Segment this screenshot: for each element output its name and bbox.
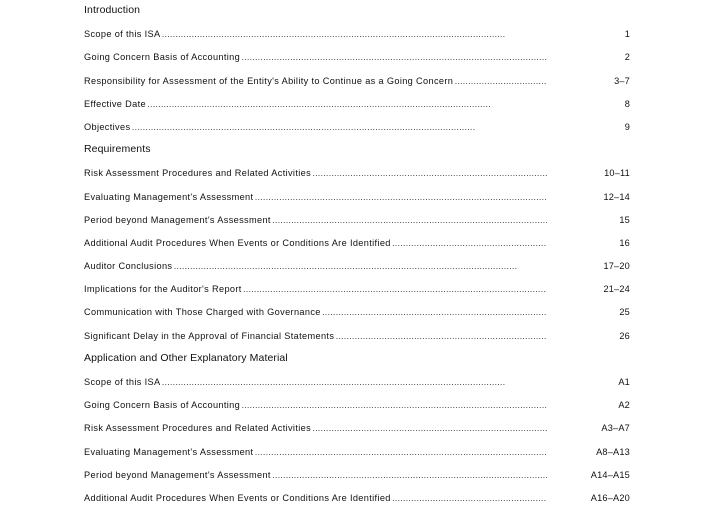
toc-entry <box>84 70 630 93</box>
section-heading-introduction: Introduction <box>84 4 141 16</box>
toc-entry-page: A1 <box>618 377 630 387</box>
toc-entry-title: Risk Assessment Procedures and Related Activities . . . <box>84 162 547 185</box>
toc-entry <box>84 301 630 324</box>
toc-entry-title: Evaluating Management's Assessment . . . <box>84 441 547 464</box>
toc-entry <box>84 394 630 417</box>
section-heading-requirements: Requirements <box>84 143 151 156</box>
toc-entry <box>84 278 630 301</box>
toc-entry-title: Scope of this ISA . . . <box>84 371 547 394</box>
toc-entry-title: Additional Audit Procedures When Events or Conditions Are Identified . . . <box>84 232 547 255</box>
toc-entry-title: Additional Audit Procedures When Events or Conditions Are Identified . . . <box>84 487 547 510</box>
toc-entry <box>84 46 630 69</box>
toc-entry <box>84 186 630 209</box>
toc-entry-title: Significant Delay in the Approval of Financial Statements . . . <box>84 325 547 348</box>
toc-entry-page: 2 <box>624 52 630 63</box>
toc-entry-title: Auditor Conclusions . . . <box>84 255 547 278</box>
toc-entry-title: Effective Date . . . <box>84 93 547 116</box>
toc-entry-title: Evaluating Management's Assessment . . . <box>84 186 547 209</box>
toc-entry-page: 9 <box>624 121 630 132</box>
toc-entry-page: A2 <box>618 400 630 411</box>
toc-entry <box>84 464 630 487</box>
toc-entry-title: Objectives . . . <box>84 116 547 139</box>
toc-entry-page: 16 <box>619 237 630 248</box>
toc-entry <box>84 371 630 394</box>
toc-entry <box>84 162 630 185</box>
toc-entry-page: A14–A15 <box>590 469 630 480</box>
toc-entry <box>84 209 630 232</box>
toc-entry-title: Going Concern Basis of Accounting . . . <box>84 394 547 417</box>
toc-entry-page: 15 <box>619 214 630 225</box>
toc-entry-page: 26 <box>619 330 630 341</box>
toc-entry-title: Implications for the Auditor's Report . . . <box>84 278 547 301</box>
toc-entry-page: 10–11 <box>604 168 630 179</box>
toc-entry-title: Period beyond Management's Assessment . . . <box>84 209 547 232</box>
toc-entry-page: A8–A13 <box>596 446 630 457</box>
table-of-contents <box>84 0 630 510</box>
toc-entry <box>84 23 630 46</box>
toc-entry <box>84 487 630 510</box>
toc-entry-page: 25 <box>619 307 630 318</box>
section-heading-application: Application and Other Explanatory Material <box>84 351 288 364</box>
toc-entry-title: Communication with Those Charged with Governance . . . <box>84 301 547 324</box>
toc-entry <box>84 441 630 464</box>
toc-entry-page: A16–A20 <box>590 492 630 503</box>
toc-entry-page: 17–20 <box>603 261 630 272</box>
toc-entry <box>84 232 630 255</box>
toc-entry <box>84 116 630 139</box>
toc-entry-page: 8 <box>624 98 630 109</box>
toc-entry-page: A3–A7 <box>601 423 630 434</box>
toc-entry <box>84 93 630 116</box>
toc-entry-page: 1 <box>624 29 630 40</box>
toc-entry-page: 12–14 <box>603 191 630 202</box>
toc-entry-page: 21–24 <box>603 284 630 295</box>
toc-entry-title: Going Concern Basis of Accounting . . . <box>84 46 547 69</box>
toc-entry-title: Scope of this ISA . . . <box>84 23 547 46</box>
toc-entry <box>84 417 630 440</box>
toc-entry-title: Responsibility for Assessment of the Entity's Ability to Continue as a Going Concern . . . <box>84 70 547 93</box>
toc-entry-title: Risk Assessment Procedures and Related Activities . . . <box>84 417 547 440</box>
toc-entry-page: 3–7 <box>614 75 630 86</box>
toc-entry-title: Period beyond Management's Assessment . . . <box>84 464 547 487</box>
toc-entry <box>84 255 630 278</box>
toc-entry <box>84 325 630 348</box>
